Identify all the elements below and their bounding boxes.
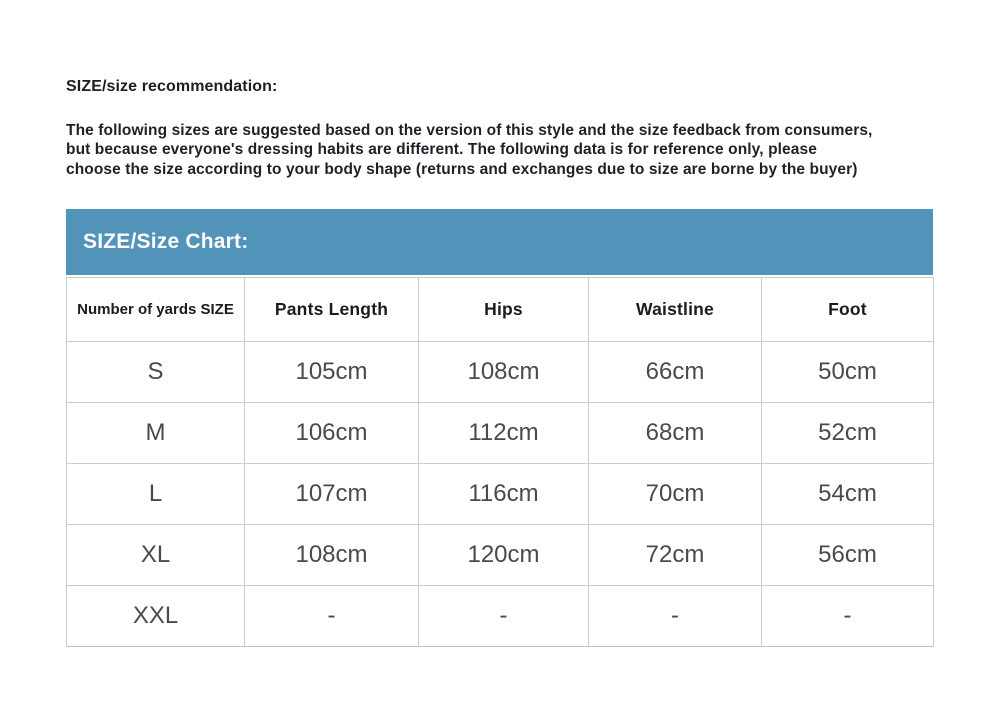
value-cell: 70cm	[589, 463, 762, 524]
value-cell: 56cm	[762, 524, 934, 585]
recommendation-heading: SIZE/size recommendation:	[66, 78, 278, 95]
size-chart-banner	[66, 209, 933, 275]
recommendation-paragraph	[66, 121, 1000, 179]
table-row-xxl	[67, 585, 934, 646]
value-cell: 105cm	[245, 341, 419, 402]
value-cell: 54cm	[762, 463, 934, 524]
recommendation-line-2: but because everyone's dressing habits are different. The following data is for reference only, please	[66, 141, 817, 159]
size-label: M	[67, 402, 245, 463]
value-cell: -	[419, 585, 589, 646]
size-label: L	[67, 463, 245, 524]
value-cell: 50cm	[762, 341, 934, 402]
value-cell: 107cm	[245, 463, 419, 524]
value-cell: 120cm	[419, 524, 589, 585]
value-cell: -	[245, 585, 419, 646]
table-row-xl	[67, 524, 934, 585]
value-cell: -	[589, 585, 762, 646]
size-label: XL	[67, 524, 245, 585]
column-header-size: Number of yards SIZE	[67, 277, 245, 341]
size-chart-title: SIZE/Size Chart:	[83, 229, 249, 253]
table-header-row	[67, 277, 934, 341]
value-cell: -	[762, 585, 934, 646]
column-header-foot: Foot	[762, 277, 934, 341]
column-header-waistline: Waistline	[589, 277, 762, 341]
column-header-hips: Hips	[419, 277, 589, 341]
table-row-s	[67, 341, 934, 402]
recommendation-line-1: The following sizes are suggested based on the version of this style and the size feedback from consumers,	[66, 122, 873, 139]
table-row-l	[67, 463, 934, 524]
size-label: XXL	[67, 585, 245, 646]
value-cell: 66cm	[589, 341, 762, 402]
size-table	[66, 277, 934, 647]
value-cell: 112cm	[419, 402, 589, 463]
recommendation-line-3: choose the size according to your body shape (returns and exchanges due to size are borne by the buyer)	[66, 160, 858, 178]
column-header-pants-length: Pants Length	[245, 277, 419, 341]
value-cell: 116cm	[419, 463, 589, 524]
value-cell: 106cm	[245, 402, 419, 463]
value-cell: 72cm	[589, 524, 762, 585]
value-cell: 52cm	[762, 402, 934, 463]
size-chart-section	[66, 209, 933, 647]
value-cell: 68cm	[589, 402, 762, 463]
table-row-m	[67, 402, 934, 463]
size-label: S	[67, 341, 245, 402]
value-cell: 108cm	[245, 524, 419, 585]
value-cell: 108cm	[419, 341, 589, 402]
